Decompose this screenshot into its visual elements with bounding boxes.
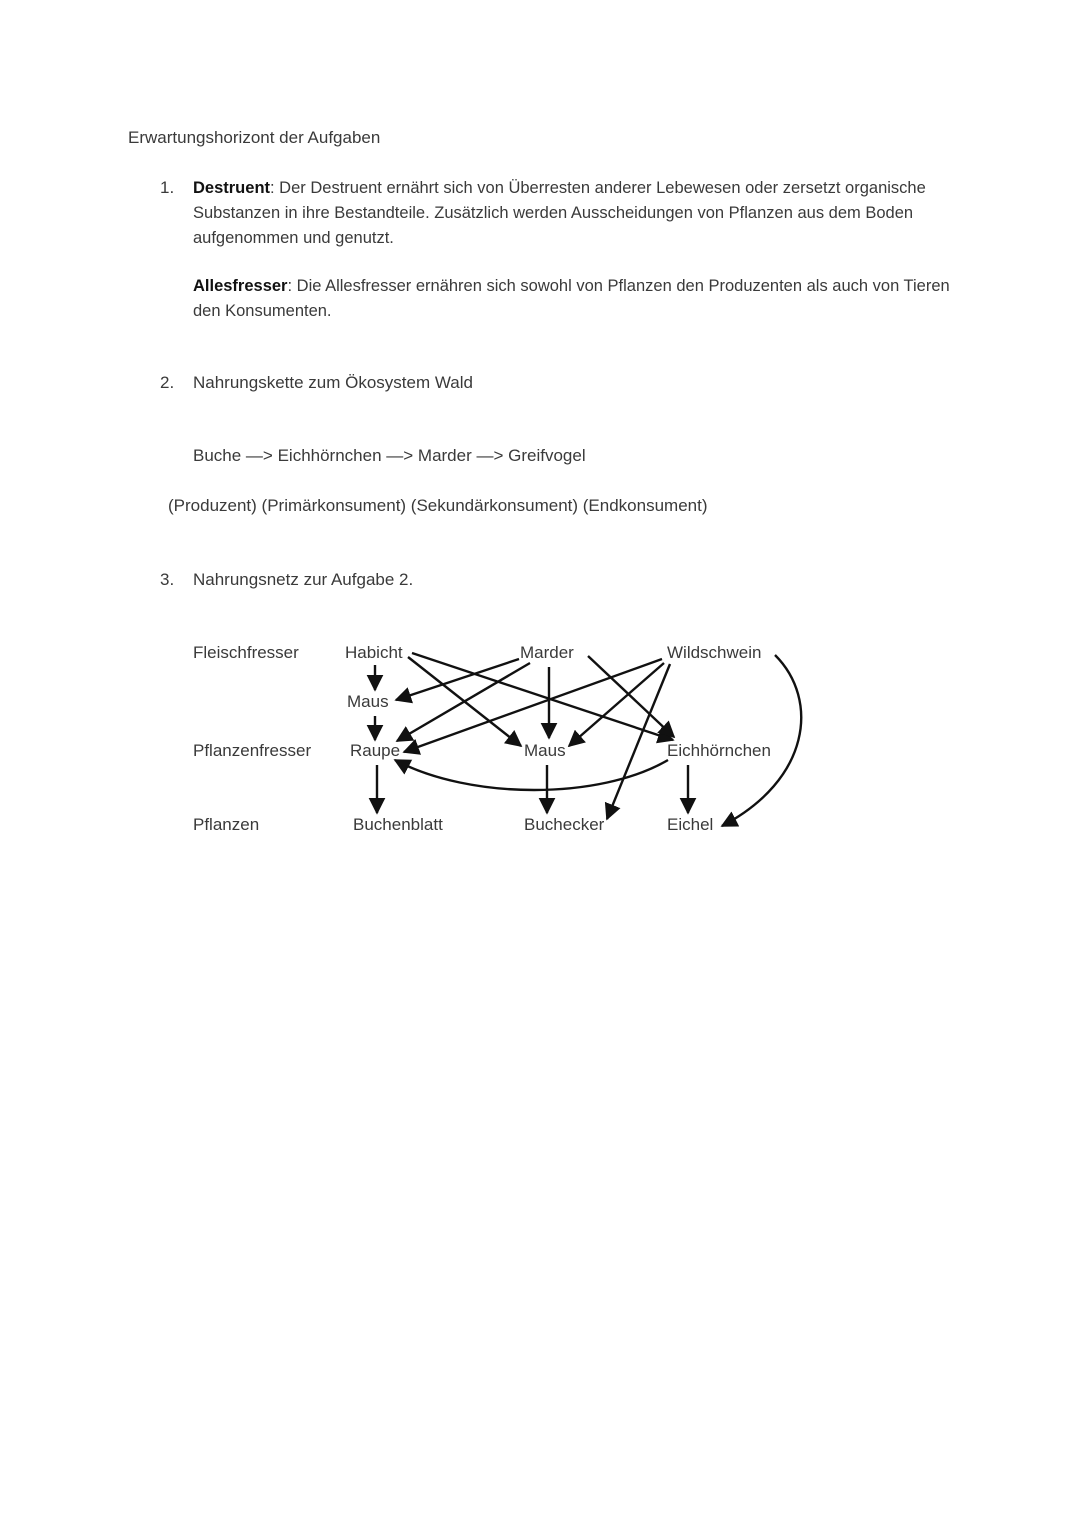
level-label-pflanzenfresser: Pflanzenfresser xyxy=(193,741,312,760)
node-buchenblatt: Buchenblatt xyxy=(353,815,443,834)
task-3-heading: Nahrungsnetz zur Aufgabe 2. xyxy=(193,570,414,589)
edge-wildschwein-buchecker xyxy=(607,664,670,819)
node-eichel: Eichel xyxy=(667,815,714,834)
edge-wildschwein-raupe xyxy=(404,659,662,752)
node-raupe: Raupe xyxy=(350,741,401,760)
allesfresser-term: Allesfresser xyxy=(193,277,288,295)
node-buchecker: Buchecker xyxy=(524,815,605,834)
food-chain-roles: (Produzent) (Primärkonsument) (Sekundärkonsument) (Endkonsument) xyxy=(168,496,708,515)
task-3-number: 3. xyxy=(160,570,175,589)
edge-habicht-eichhoernchen xyxy=(412,653,673,740)
destruent-term: Destruent xyxy=(193,179,271,197)
edge-eichhoernchen-buchenblatt xyxy=(395,760,668,790)
node-maus-small: Maus xyxy=(347,692,389,711)
allesfresser-text: : Die Allesfresser ernähren sich sowohl von Pflanzen den Produzenten als auch von Tieren den Konsumenten. xyxy=(193,277,950,320)
level-label-fleischfresser: Fleischfresser xyxy=(193,643,299,662)
task-1-number: 1. xyxy=(160,178,175,197)
page-title: Erwartungshorizont der Aufgaben xyxy=(128,128,381,147)
level-label-pflanzen: Pflanzen xyxy=(193,815,260,834)
node-wildschwein: Wildschwein xyxy=(667,643,762,662)
food-chain: Buche —> Eichhörnchen —> Marder —> Greifvogel xyxy=(193,446,586,465)
node-eichhoernchen: Eichhörnchen xyxy=(667,741,771,760)
node-marder: Marder xyxy=(520,643,574,662)
node-maus: Maus xyxy=(524,741,566,760)
task-2-heading: Nahrungskette zum Ökosystem Wald xyxy=(193,373,473,392)
task-2-number: 2. xyxy=(160,373,175,392)
node-habicht: Habicht xyxy=(345,643,403,662)
destruent-text: : Der Destruent ernährt sich von Überresten anderer Lebewesen oder zersetzt organische Substanzen in ihre Bestandteile. Zusätzlich werden Ausscheidungen von Pflanzen aus dem Boden aufgenommen und genutzt. xyxy=(193,179,926,247)
